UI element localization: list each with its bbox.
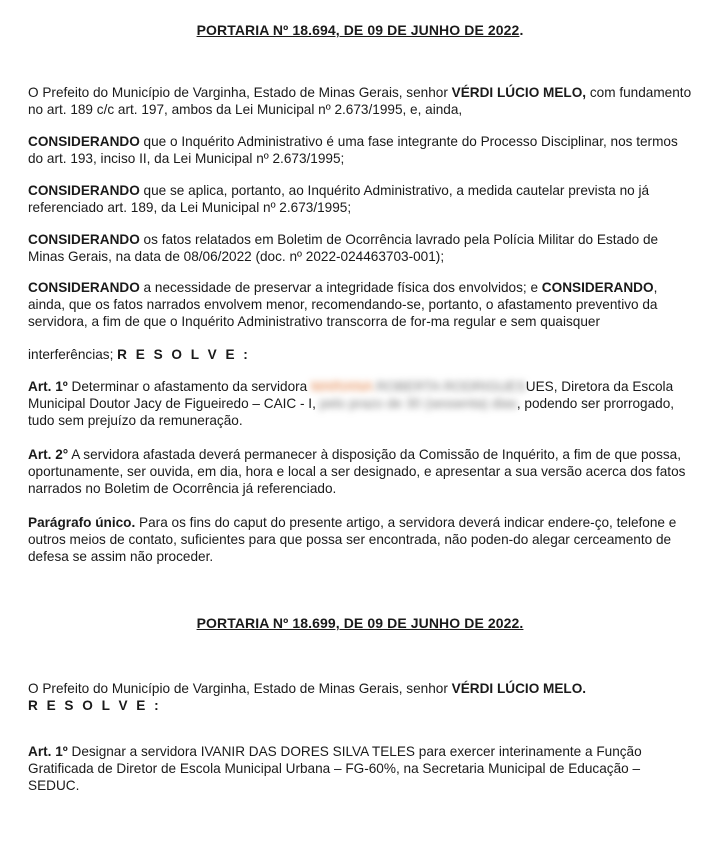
portaria-2-art-1	[28, 743, 694, 794]
considerando-label: CONSIDERANDO	[28, 280, 140, 295]
considerando-label: CONSIDERANDO	[28, 183, 140, 198]
portaria-2-intro	[28, 680, 694, 714]
resolve-label: R E S O L V E :	[28, 698, 162, 713]
considerando-1	[28, 133, 694, 167]
art-1-text: Designar a servidora IVANIR DAS DORES SILVA TELES para exercer interinamente a Função Gratificada de Diretor de Escola Municipal Urbana – FG-60%, na Secretaria Municipal de Educação – SEDUC.	[28, 744, 642, 793]
art-1-text-d: , podendo ser prorrogado, tudo sem prejuízo da remuneração.	[28, 396, 675, 428]
intro-text: O Prefeito do Município de Varginha, Estado de Minas Gerais, senhor	[28, 85, 452, 100]
art-1-label: Art. 1º	[28, 379, 68, 394]
considerando-4	[28, 279, 694, 330]
intro-text: O Prefeito do Município de Varginha, Estado de Minas Gerais, senhor	[28, 681, 452, 696]
portaria-1-paragrafo-unico	[28, 514, 694, 565]
redacted-name-rest: ROBERTA RODRIGUES	[375, 379, 526, 394]
considerando-3-text: os fatos relatados em Boletim de Ocorrência lavrado pela Polícia Militar do Estado de Minas Gerais, na data de 08/06/2022 (doc. nº 2022-024463703-001);	[28, 232, 659, 264]
resolve-label: R E S O L V E :	[117, 347, 251, 362]
portaria-1-title	[0, 22, 720, 38]
redacted-name-first: MARIANA	[311, 379, 373, 394]
portaria-1-title-suffix: .	[519, 22, 524, 38]
considerando-4-text-b: , ainda, que os fatos narrados envolvem menor, recomendando-se, portanto, o afastamento preventivo da servidora, a fim de que o Inquérito Administrativo transcorra de for-ma regular e sem quaisquer	[28, 280, 658, 329]
art-1-label: Art. 1º	[28, 744, 68, 759]
redacted-period: pelo prazo de 30 (sessenta) dias	[319, 396, 517, 411]
considerando-label: CONSIDERANDO	[541, 280, 654, 295]
paragrafo-unico-label: Parágrafo único.	[28, 515, 136, 530]
mayor-name: VÉRDI LÚCIO MELO,	[451, 85, 587, 100]
portaria-1-intro	[28, 84, 694, 118]
portaria-1-title-text: PORTARIA Nº 18.694, DE 09 DE JUNHO DE 2022	[196, 22, 520, 38]
considerando-label: CONSIDERANDO	[28, 232, 140, 247]
intro-text-rest: com fundamento no art. 189 c/c art. 197, ambos da Lei Municipal nº 2.673/1995, e, ainda,	[28, 85, 692, 117]
considerando-2-text: que se aplica, portanto, ao Inquérito Administrativo, a medida cautelar prevista no já referenciado art. 189, da Lei Municipal nº 2.673/1995;	[28, 183, 650, 215]
considerando-4-text-a: a necessidade de preservar a integridade física dos envolvidos; e	[139, 280, 542, 295]
considerando-3	[28, 231, 694, 265]
paragrafo-unico-text: Para os fins do caput do presente artigo, a servidora deverá indicar endere-ço, telefone e outros meios de contato, suficientes para que possa ser encontrada, não poden-do alegar cerceamento de defesa se assim não proceder.	[28, 515, 677, 564]
art-1-text-c: , Diretora da Escola Municipal Doutor Jacy de Figueiredo – CAIC - I,	[28, 379, 674, 411]
resolve-pre: interferências;	[28, 347, 118, 362]
portaria-2-title: PORTARIA Nº 18.699, DE 09 DE JUNHO DE 2022.	[196, 615, 524, 631]
art-1-name-tail: UES	[525, 379, 554, 394]
considerando-1-text: que o Inquérito Administrativo é uma fase integrante do Processo Disciplinar, nos termos do art. 193, inciso II, da Lei Municipal nº 2.673/1995;	[28, 134, 678, 166]
art-2-text: A servidora afastada deverá permanecer à disposição da Comissão de Inquérito, a fim de que possa, oportunamente, ser ouvida, em dia, hora e local a ser designado, e apresentar a sua versão acerca dos fatos narrados no Boletim de Ocorrência já referenciado.	[28, 447, 686, 496]
considerando-label: CONSIDERANDO	[28, 134, 140, 149]
art-2-label: Art. 2°	[28, 447, 69, 462]
portaria-1-art-2	[28, 446, 694, 497]
considerando-2	[28, 182, 694, 216]
portaria-1-art-1	[28, 378, 694, 429]
portaria-1-resolve	[28, 346, 694, 363]
mayor-name: VÉRDI LÚCIO MELO.	[451, 681, 587, 696]
art-1-text-a: Determinar o afastamento da servidora	[67, 379, 312, 394]
